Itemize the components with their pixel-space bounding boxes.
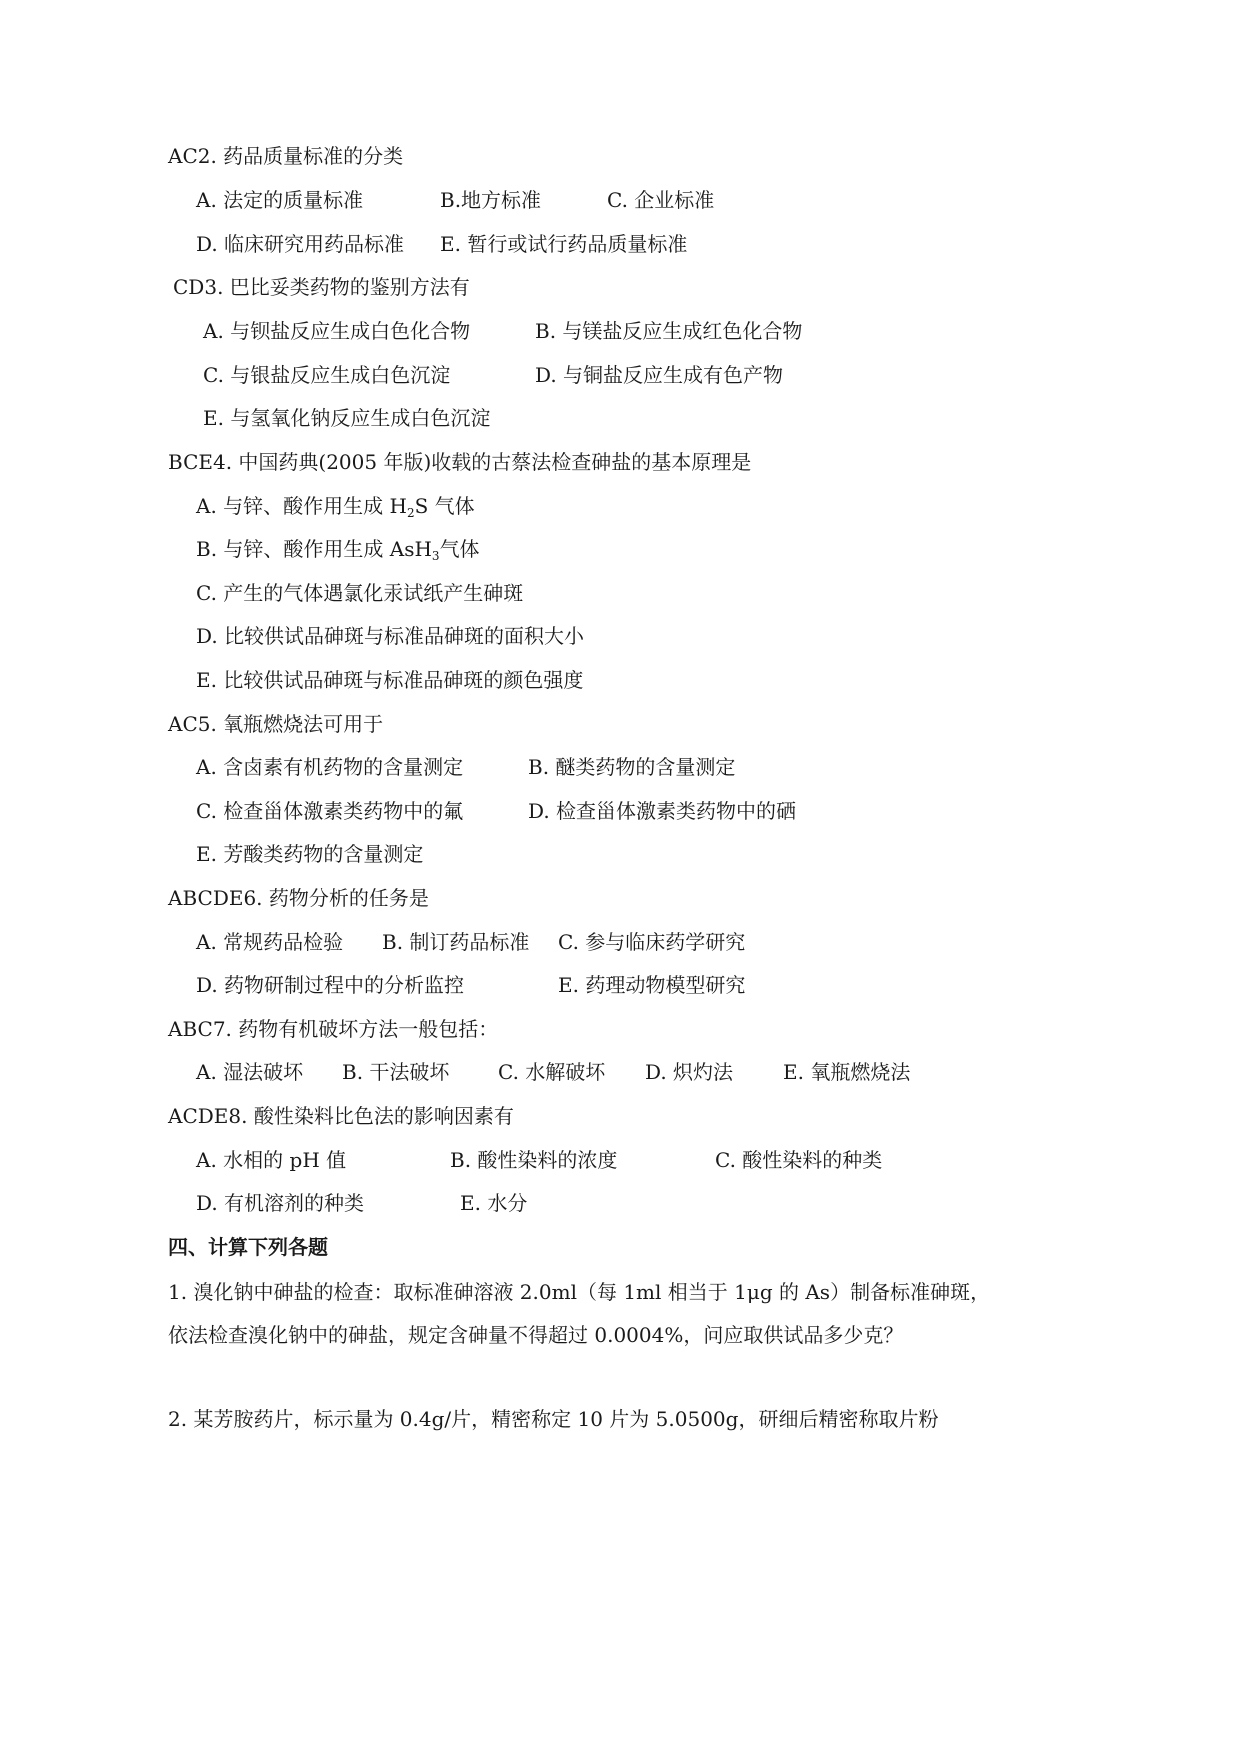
- question-6-option-d: D. 药物研制过程中的分析监控: [196, 973, 465, 997]
- question-2-stem: AC2. 药品质量标准的分类: [168, 144, 404, 168]
- question-7-stem: ABC7. 药物有机破坏方法一般包括：: [168, 1017, 499, 1041]
- question-8-option-c: C. 酸性染料的种类: [715, 1148, 883, 1172]
- question-4-stem: BCE4. 中国药典(2005 年版)收载的古蔡法检查砷盐的基本原理是: [168, 450, 752, 474]
- question-8-option-d: D. 有机溶剂的种类: [196, 1191, 365, 1215]
- question-7-option-a: A. 湿法破坏: [196, 1060, 304, 1084]
- question-4-option-b: B. 与锌、酸作用生成 AsH$_3$气体: [196, 537, 480, 563]
- question-3-option-a: A. 与钡盐反应生成白色化合物: [203, 319, 471, 343]
- question-6-option-a: A. 常规药品检验: [196, 930, 344, 954]
- question-5-option-e: E. 芳酸类药物的含量测定: [196, 842, 424, 866]
- problem-1-line-1: 1. 溴化钠中砷盐的检查：取标准砷溶液 2.0ml（每 1ml 相当于 1μg 的 As）制备标准砷斑，: [168, 1280, 991, 1304]
- question-8-option-a: A. 水相的 pH 值: [196, 1148, 347, 1172]
- question-3-option-b: B. 与镁盐反应生成红色化合物: [535, 319, 803, 343]
- question-6-option-e: E. 药理动物模型研究: [558, 973, 746, 997]
- problem-1-line-2: 依法检查溴化钠中的砷盐，规定含砷量不得超过 0.0004%，问应取供试品多少克？: [168, 1323, 904, 1347]
- question-6-option-b: B. 制订药品标准: [382, 930, 530, 954]
- question-8-stem: ACDE8. 酸性染料比色法的影响因素有: [168, 1104, 514, 1128]
- question-2-option-e: E. 暂行或试行药品质量标准: [440, 232, 688, 256]
- question-5-option-a: A. 含卤素有机药物的含量测定: [196, 755, 464, 779]
- question-3-option-d: D. 与铜盐反应生成有色产物: [535, 363, 784, 387]
- question-5-option-c: C. 检查甾体激素类药物中的氟: [196, 799, 464, 823]
- question-4-option-a: A. 与锌、酸作用生成 $H_2S$ 气体: [196, 494, 475, 520]
- question-2-option-b: B.地方标准: [440, 188, 542, 212]
- question-5-option-d: D. 检查甾体激素类药物中的硒: [528, 799, 797, 823]
- question-5-option-b: B. 醚类药物的含量测定: [528, 755, 736, 779]
- question-3-option-c: C. 与银盐反应生成白色沉淀: [203, 363, 451, 387]
- question-8-option-b: B. 酸性染料的浓度: [450, 1148, 618, 1172]
- question-7-option-e: E. 氧瓶燃烧法: [783, 1060, 911, 1084]
- question-4-option-d: D. 比较供试品砷斑与标准品砷斑的面积大小: [196, 624, 585, 648]
- question-8-option-e: E. 水分: [460, 1191, 528, 1215]
- question-7-option-b: B. 干法破坏: [342, 1060, 450, 1084]
- question-3-option-e: E. 与氢氧化钠反应生成白色沉淀: [203, 406, 491, 430]
- question-5-stem: AC5. 氧瓶燃烧法可用于: [168, 712, 384, 736]
- question-7-option-d: D. 炽灼法: [645, 1060, 734, 1084]
- question-2-option-a: A. 法定的质量标准: [196, 188, 364, 212]
- question-7-option-c: C. 水解破坏: [498, 1060, 606, 1084]
- question-6-option-c: C. 参与临床药学研究: [558, 930, 746, 954]
- question-3-stem: CD3. 巴比妥类药物的鉴别方法有: [173, 275, 470, 299]
- problem-2-line-1: 2. 某芳胺药片，标示量为 0.4g/片，精密称定 10 片为 5.0500g，研细后精密称取片粉: [168, 1407, 939, 1431]
- question-4-option-c: C. 产生的气体遇氯化汞试纸产生砷斑: [196, 581, 524, 605]
- section-4-heading: 四、计算下列各题: [168, 1235, 328, 1259]
- question-4-option-e: E. 比较供试品砷斑与标准品砷斑的颜色强度: [196, 668, 584, 692]
- question-2-option-c: C. 企业标准: [607, 188, 715, 212]
- question-2-option-d: D. 临床研究用药品标准: [196, 232, 405, 256]
- question-6-stem: ABCDE6. 药物分析的任务是: [168, 886, 429, 910]
